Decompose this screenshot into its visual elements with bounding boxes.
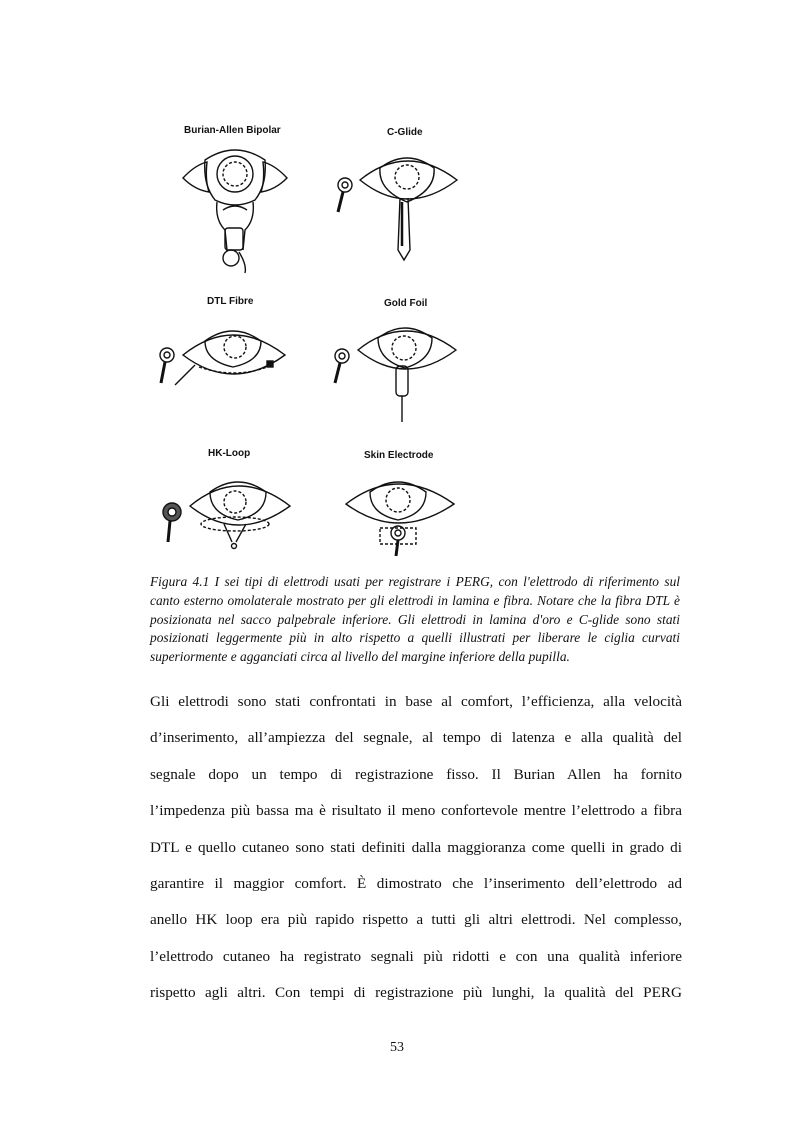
body-line: d’inserimento, all’ampiezza del segnale, al tempo di latenza e alla qualità del [150,729,682,747]
burian-allen-drawing [175,140,295,275]
body-line: segnale dopo un tempo di registrazione fisso. Il Burian Allen ha fornito [150,765,682,783]
body-line: rispetto agli altri. Con tempi di registrazione più lunghi, la qualità del PERG [150,984,682,1002]
page-number: 53 [390,1040,404,1055]
panel-label-burian-allen: Burian-Allen Bipolar [184,125,281,136]
hk-loop-drawing [160,470,295,550]
panel-label-hk-loop: HK-Loop [208,448,251,459]
figure-caption: Figura 4.1 I sei tipi di elettrodi usati per registrare i PERG, con l'elettrodo di riferimento sul canto esterno omolaterale mostrato per gli elettrodi in lamina e fibra. Notare che la fibra DTL è posizionata nel sacco palpebrale inferiore. Gli elettrodi in lamina d'oro e C-glide sono stati posizionati leggermente più in alto rispetto a quelli illustrati per liberare le ciglia curvati superiormente e agganciati circa al livello del margine inferiore della pupilla. [150,574,680,665]
body-line: l’elettrodo cutaneo ha registrato segnali più ridotti e con una qualità inferiore [150,947,682,965]
body-line: DTL e quello cutaneo sono stati definiti dalla maggioranza come quelli in grado di [150,838,682,856]
body-line: anello HK loop era più rapido rispetto a tutti gli altri elettrodi. Nel complesso, [150,911,682,929]
gold-foil-drawing [330,318,460,428]
panel-label-dtl-fibre: DTL Fibre [207,296,254,307]
body-line: garantire il maggior comfort. È dimostrato che l’inserimento dell’elettrodo ad [150,874,682,892]
body-line: l’impedenza più bassa ma è risultato il meno confortevole mentre l’elettrodo a fibra [150,802,682,820]
body-line: Gli elettrodi sono stati confrontati in base al comfort, l’efficienza, alla velocità [150,693,682,710]
panel-label-skin-electrode: Skin Electrode [364,450,434,461]
panel-label-gold-foil: Gold Foil [384,298,428,309]
skin-electrode-drawing [340,470,460,565]
dtl-fibre-drawing [155,315,290,390]
body-paragraph [150,690,682,1018]
panel-label-c-glide: C-Glide [387,127,423,138]
c-glide-drawing [332,150,462,270]
